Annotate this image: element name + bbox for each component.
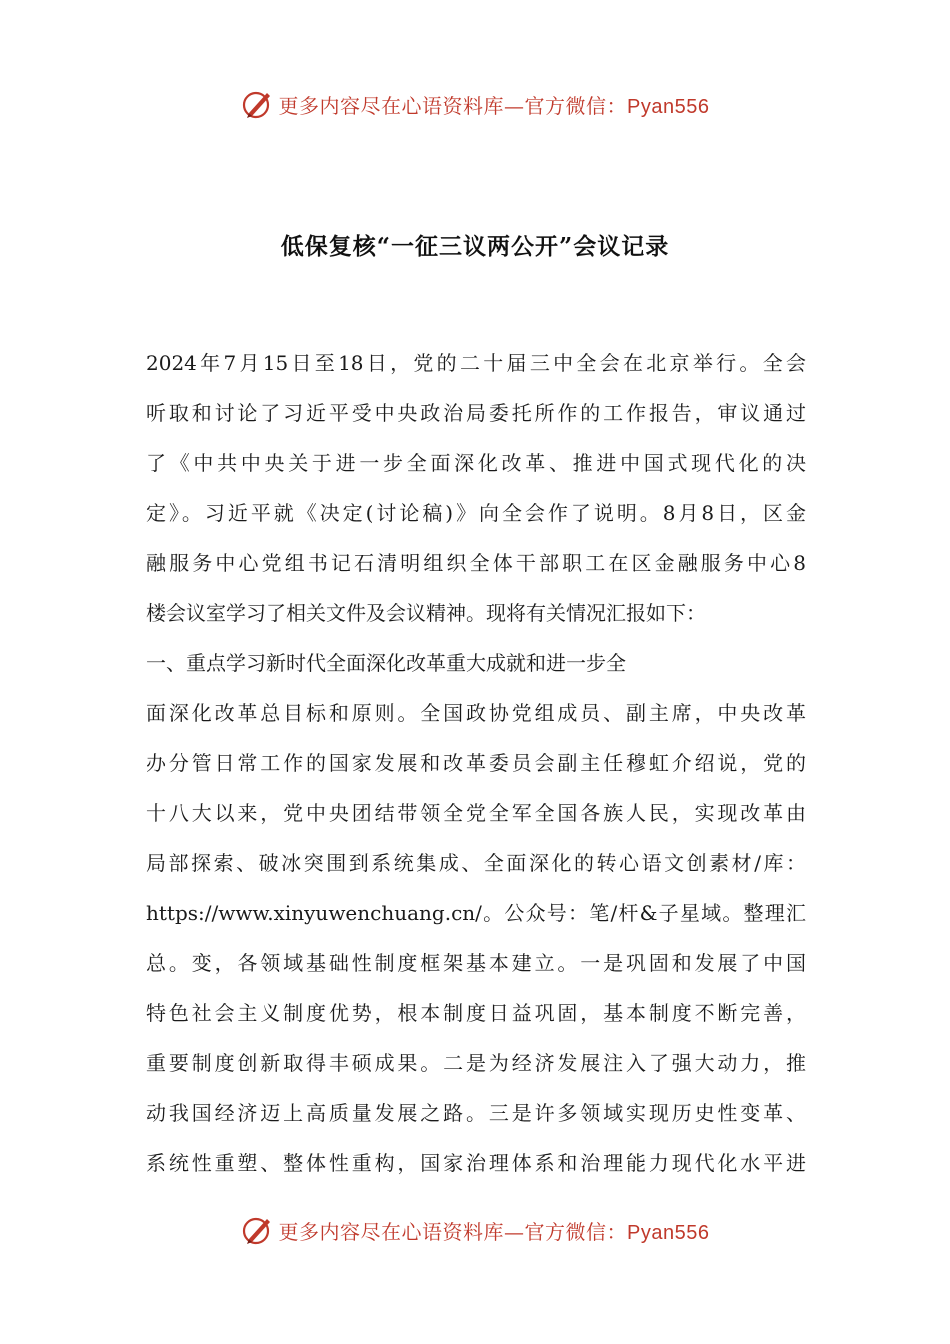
text-line: 定》。习近平就《决定(讨论稿)》向全会作了说明。8月8日，区金 <box>146 501 806 525</box>
text-line: 融服务中心党组书记石清明组织全体干部职工在区金融服务中心8 <box>146 551 806 575</box>
text-line: 一、重点学习新时代全面深化改革重大成就和进一步全 <box>146 651 626 675</box>
text-line: 总。变，各领域基础性制度框架基本建立。一是巩固和发展了中国 <box>146 951 806 975</box>
text-line: 十八大以来，党中央团结带领全党全军全国各族人民，实现改革由 <box>146 801 806 825</box>
text-line: 动我国经济迈上高质量发展之路。三是许多领域实现历史性变革、 <box>146 1101 806 1125</box>
pen-logo-icon <box>241 1213 275 1247</box>
text-line: https://www.xinyuwenchuang.cn/。公众号：笔/杆&子星域。整理汇 <box>146 901 806 925</box>
header-watermark-banner <box>0 84 950 124</box>
text-line: 楼会议室学习了相关文件及会议精神。现将有关情况汇报如下： <box>146 601 706 625</box>
text-line: 重要制度创新取得丰硕成果。二是为经济发展注入了强大动力，推 <box>146 1051 806 1075</box>
text-line: 系统性重塑、整体性重构，国家治理体系和治理能力现代化水平进 <box>146 1151 806 1175</box>
text-line: 面深化改革总目标和原则。全国政协党组成员、副主席，中央改革 <box>146 701 806 725</box>
banner-text <box>279 1216 710 1245</box>
pen-logo-icon <box>241 87 275 121</box>
text-line: 2024年7月15日至18日，党的二十届三中全会在北京举行。全会 <box>146 351 806 375</box>
footer-watermark-banner <box>0 1210 950 1250</box>
banner-text <box>279 90 710 119</box>
text-line: 听取和讨论了习近平受中央政治局委托所作的工作报告，审议通过 <box>146 401 806 425</box>
text-line: 局部探索、破冰突围到系统集成、全面深化的转心语文创素材/库： <box>146 851 806 875</box>
banner-wechat-id: Pyan556 <box>627 95 710 118</box>
banner-wechat-id: Pyan556 <box>627 1221 710 1244</box>
banner-label: 更多内容尽在心语资料库—官方微信： <box>278 1219 628 1244</box>
text-line: 了《中共中央关于进一步全面深化改革、推进中国式现代化的决 <box>146 451 806 475</box>
document-title: 低保复核“一征三议两公开”会议记录 <box>280 233 670 260</box>
banner-label: 更多内容尽在心语资料库—官方微信： <box>278 93 628 118</box>
document-body <box>146 338 806 1188</box>
text-line: 办分管日常工作的国家发展和改革委员会副主任穆虹介绍说，党的 <box>146 751 806 775</box>
text-line: 特色社会主义制度优势，根本制度日益巩固，基本制度不断完善， <box>146 1001 806 1025</box>
